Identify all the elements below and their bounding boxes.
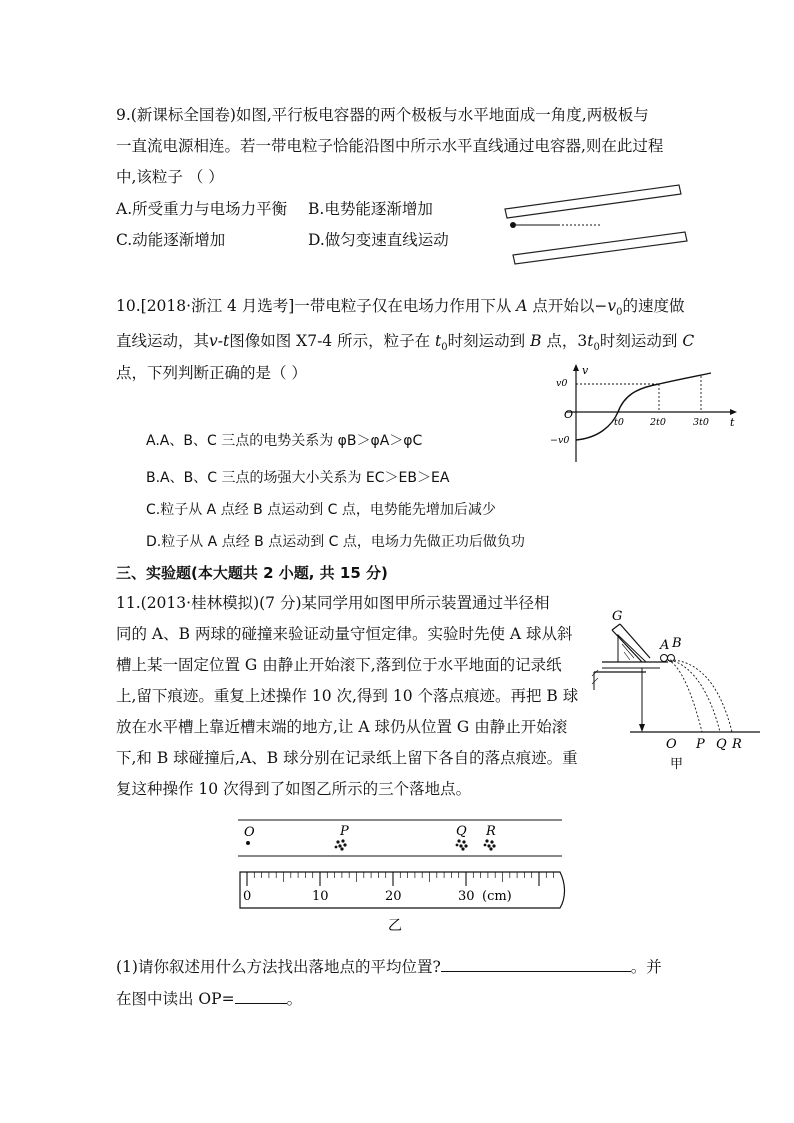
ruler-label-10: 10	[312, 889, 329, 904]
q11-line-4: 上,留下痕迹。重复上述操作 10 次,得到 10 个落点痕迹。再把 B 球	[116, 687, 579, 705]
apparatus-caption: 甲	[670, 757, 684, 772]
ruler-caption: 乙	[388, 918, 402, 934]
q10-point-c: C	[682, 332, 695, 350]
q11-sub1-text-b: 。并	[630, 958, 662, 976]
trajectory-r	[674, 660, 732, 732]
q10-line-2-text-c: 时刻运动到	[447, 332, 531, 350]
vt-neg-v0-label: −v0	[550, 435, 570, 446]
vt-tick-t0: t0	[614, 417, 624, 428]
apparatus-p-label: P	[696, 737, 705, 752]
q9-option-a: A.所受重力与电场力平衡	[116, 200, 288, 218]
ruler-label-20: 20	[385, 889, 402, 904]
plumb-arrow	[639, 724, 645, 732]
vt-t-axis-arrow	[730, 409, 737, 415]
section-heading: 三、实验题(本大题共 2 小题, 共 15 分)	[116, 564, 388, 582]
q10-line-2-text-a: 直线运动，其	[116, 332, 210, 350]
q10-line-1-text-c: 的速度做	[622, 297, 685, 315]
ball-a	[661, 655, 668, 662]
q10-option-b: B.A、B、C 三点的场强大小关系为 EC＞EB＞EA	[146, 470, 450, 486]
q10-3t0-sub: 0	[593, 342, 600, 354]
vt-tick-2t0: 2t0	[650, 417, 666, 428]
vt-graph	[536, 362, 746, 466]
q10-line-2-text-e: 时刻运动到	[599, 332, 683, 350]
q10-vt: v-t	[209, 332, 230, 350]
capacitor-upper-plate	[505, 185, 681, 218]
q10-v0: v	[607, 297, 617, 315]
landing-point-o	[246, 841, 250, 845]
record-p-label: P	[340, 824, 349, 839]
q10-line-2	[116, 329, 694, 353]
q11-sub1-line-1	[116, 955, 662, 977]
q9-line-1: 9.(新课标全国卷)如图,平行板电容器的两个极板与水平地面成一角度,两极板与	[116, 106, 649, 124]
capacitor-figure	[500, 180, 690, 270]
q11-sub1-text-c: 在图中读出 OP=	[116, 990, 235, 1008]
q11-sub1-line-2	[116, 987, 302, 1009]
q10-line-1-text-a: 10.[2018·浙江 4 月选考]一带电粒子仅在电场力作用下从	[116, 297, 517, 315]
q10-t0: t	[435, 332, 442, 350]
q9-option-d: D.做匀变速直线运动	[308, 231, 449, 249]
vt-t-label: t	[730, 416, 735, 429]
q10-point-b: B	[530, 332, 542, 350]
q10-line-1	[116, 294, 685, 318]
q11-line-5: 放在水平槽上靠近槽末端的地方,让 A 球仍从位置 G 由静止开始滚	[116, 718, 568, 736]
q10-point-a: A	[516, 297, 528, 315]
q11-line-1: 11.(2013·桂林模拟)(7 分)某同学用如图甲所示装置通过半径相	[116, 594, 550, 612]
record-r-label: R	[486, 824, 496, 839]
q11-line-3: 槽上某一固定位置 G 由静止开始滚下,落到位于水平地面的记录纸	[116, 656, 562, 674]
landing-cluster-p	[335, 839, 347, 850]
q9-line-3: 中,该粒子 （ ）	[116, 168, 224, 186]
vt-origin-label: O	[564, 408, 574, 421]
trajectory-q	[670, 660, 720, 732]
table-hatch-1	[592, 670, 598, 676]
incline-hatch-2	[624, 652, 630, 660]
record-o-label: O	[244, 825, 255, 840]
vt-tick-3t0: 3t0	[693, 417, 709, 428]
ruler-label-30: 30	[458, 889, 475, 904]
q9-line-2: 一直流电源相连。若一带电粒子恰能沿图中所示水平直线通过电容器,则在此过程	[116, 137, 664, 155]
q10-option-d: D.粒子从 A 点经 B 点运动到 C 点，电场力先做正功后做负功	[146, 534, 525, 550]
apparatus-b-label: B	[672, 636, 682, 651]
q10-line-2-text-d: 点，3	[541, 332, 588, 350]
q10-option-a: A.A、B、C 三点的电势关系为 φB＞φA＞φC	[146, 433, 423, 449]
apparatus-q-label: Q	[716, 737, 727, 752]
q11-sub1-text-a: (1)请你叙述用什么方法找出落地点的平均位置?	[116, 958, 441, 976]
q9-option-c: C.动能逐渐增加	[116, 231, 226, 249]
apparatus-g-label: G	[612, 609, 623, 624]
ruler-figure	[232, 812, 572, 938]
vt-v0-label: v0	[556, 378, 568, 389]
q10-line-2-text-b: 图像如图 X7-4 所示，粒子在	[229, 332, 436, 350]
incline-bottom	[612, 630, 642, 662]
q10-3t0: t	[587, 332, 594, 350]
q11-line-7: 复这种操作 10 次得到了如图乙所示的三个落地点。	[116, 780, 472, 798]
vt-v-label: v	[582, 364, 589, 377]
incline-cap	[612, 624, 620, 630]
record-q-label: Q	[456, 824, 467, 839]
q10-line-3: 点，下列判断正确的是（ ）	[116, 364, 307, 382]
vt-v-axis-arrow	[573, 364, 579, 371]
q10-line-1-text-b: 点开始以−	[527, 297, 608, 315]
answer-blank-op[interactable]	[235, 989, 287, 1004]
apparatus-o-label: O	[666, 737, 677, 752]
vt-curve	[576, 373, 711, 440]
q10-v0-sub: 0	[616, 307, 623, 319]
trajectory-p	[668, 660, 702, 732]
q10-t0-sub: 0	[441, 342, 448, 354]
q9-option-b: B.电势能逐渐增加	[308, 200, 433, 218]
answer-blank-method[interactable]	[441, 957, 631, 972]
landing-cluster-q	[456, 839, 468, 850]
table-hatch-2	[592, 678, 598, 684]
q10-option-c: C.粒子从 A 点经 B 点运动到 C 点，电势能先增加后减少	[146, 502, 496, 518]
ruler-unit-label: (cm)	[482, 889, 512, 904]
q11-line-2: 同的 A、B 两球的碰撞来验证动量守恒定律。实验时先使 A 球从斜	[116, 625, 573, 643]
q11-line-6: 下,和 B 球碰撞后,A、B 球分别在记录纸上留下各自的落点痕迹。重	[116, 749, 578, 767]
ruler-body	[240, 872, 565, 908]
capacitor-lower-plate	[513, 232, 687, 264]
q11-sub1-text-d: 。	[286, 990, 303, 1008]
landing-cluster-r	[484, 839, 496, 850]
apparatus-a-label: A	[660, 638, 670, 653]
apparatus-figure	[590, 600, 770, 772]
ruler-label-0: 0	[243, 889, 252, 904]
apparatus-r-label: R	[732, 737, 742, 752]
